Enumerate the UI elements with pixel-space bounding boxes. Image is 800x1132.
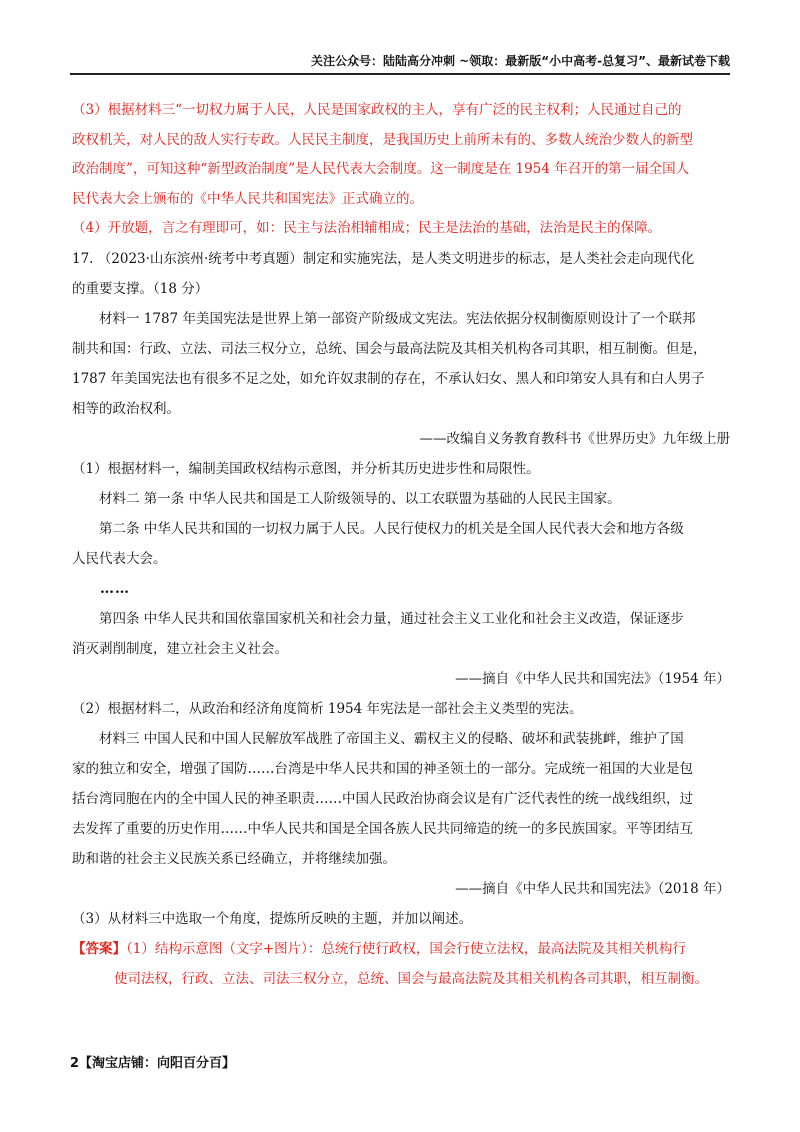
page-content	[72, 96, 730, 994]
answer-label: 【答案】	[72, 940, 126, 957]
answer-4: （4）开放题，言之有理即可，如：民主与法治相辅相成；民主是法治的基础，法治是民主的保障。	[72, 220, 662, 236]
page-footer: 2【淘宝店铺：向阳百分百】	[70, 1056, 236, 1071]
page-header: 关注公众号：陆陆高分冲刺 ~领取：最新版“小中高考-总复习”、最新试卷下载	[311, 54, 730, 68]
material-2-article-4-line-2: 消灭剥削制度，建立社会主义社会。	[72, 640, 288, 657]
material-2-source: ——摘自《中华人民共和国宪法》（1954 年）	[455, 670, 730, 687]
answer-line-1: （1）结构示意图（文字+图片）：总统行使行政权，国会行使立法权，最高法院及其相关机构行	[126, 940, 686, 957]
material-2-ellipsis: ……	[100, 580, 130, 597]
material-3-line-1: 材料三 中国人民和中国人民解放军战胜了帝国主义、霸权主义的侵略、破坏和武装挑衅，维护了国	[99, 730, 684, 747]
question-stem-line-2: 的重要支撑。（18 分）	[72, 280, 209, 297]
material-1-line-4: 相等的政治权利。	[72, 400, 180, 417]
previous-answer	[72, 96, 730, 244]
material-2-article-2-line-1: 第二条 中华人民共和国的一切权力属于人民。人民行使权力的机关是全国人民代表大会和地方各级	[99, 520, 684, 537]
material-3-line-5: 助和谐的社会主义民族关系已经确立，并将继续加强。	[72, 850, 396, 867]
sub-question-1: （1）根据材料一，编制美国政权结构示意图，并分析其历史进步性和局限性。	[72, 460, 540, 477]
material-2-article-2-line-2: 人民代表大会。	[72, 550, 167, 567]
material-3-line-4: 去发挥了重要的历史作用……中华人民共和国是全国各族人民共同缔造的统一的多民族国家。平等团结互	[72, 820, 693, 837]
material-1-line-3: 1787 年美国宪法也有很多不足之处，如允许奴隶制的存在，不承认妇女、黑人和印第安人具有和白人男子	[72, 370, 705, 387]
answer-3-line-2: 政权机关，对人民的敌人实行专政。人民民主制度，是我国历史上前所未有的、多数人统治少数人的新型	[72, 131, 693, 148]
material-3-line-2: 家的独立和安全，增强了国防……台湾是中华人民共和国的神圣领土的一部分。完成统一祖国的大业是包	[72, 760, 693, 777]
material-1-line-2: 制共和国：行政、立法、司法三权分立，总统、国会与最高法院及其相关机构各司其职，相互制衡。但是，	[72, 340, 707, 357]
answer-3-line-4: 民代表大会上颁布的《中华人民共和国宪法》正式确立的。	[72, 190, 423, 207]
answer-block	[72, 934, 730, 994]
sub-question-2: （2）根据材料二，从政治和经济角度简析 1954 年宪法是一部社会主义类型的宪法。	[72, 700, 583, 717]
material-1-source: ——改编自义务教育教科书《世界历史》九年级上册	[419, 430, 730, 447]
material-1-line-1: 材料一 1787 年美国宪法是世界上第一部资产阶级成文宪法。宪法依据分权制衡原则设计了一个联邦	[99, 310, 696, 327]
answer-line-2: 使司法权，行政、立法、司法三权分立，总统、国会与最高法院及其相关机构各司其职，相互制衡。	[114, 970, 708, 987]
material-3-source: ——摘自《中华人民共和国宪法》（2018 年）	[455, 880, 730, 897]
sub-question-3: （3）从材料三中选取一个角度，提炼所反映的主题，并加以阐述。	[72, 910, 473, 927]
material-2-article-1: 材料二 第一条 中华人民共和国是工人阶级领导的、以工农联盟为基础的人民民主国家。	[99, 490, 621, 507]
material-2-article-4-line-1: 第四条 中华人民共和国依靠国家机关和社会力量，通过社会主义工业化和社会主义改造，保证逐步	[99, 610, 684, 627]
answer-3-line-1: （3）根据材料三“一切权力属于人民，人民是国家政权的主人，享有广泛的民主权利；人民通过自己的	[72, 102, 682, 118]
question-stem-line-1: 17. （2023·山东滨州·统考中考真题）制定和实施宪法，是人类文明进步的标志，是人类社会走向现代化	[72, 250, 695, 267]
material-3-line-3: 括台湾同胞在内的全中国人民的神圣职责……中国人民政治协商会议是有广泛代表性的统一战线组织，过	[72, 790, 693, 807]
question-17	[72, 244, 730, 934]
header-divider	[70, 73, 730, 75]
answer-3-line-3: 政治制度”，可知这种“新型政治制度”是人民代表大会制度。这一制度是在 1954 年召开的第一届全国人	[72, 161, 690, 177]
